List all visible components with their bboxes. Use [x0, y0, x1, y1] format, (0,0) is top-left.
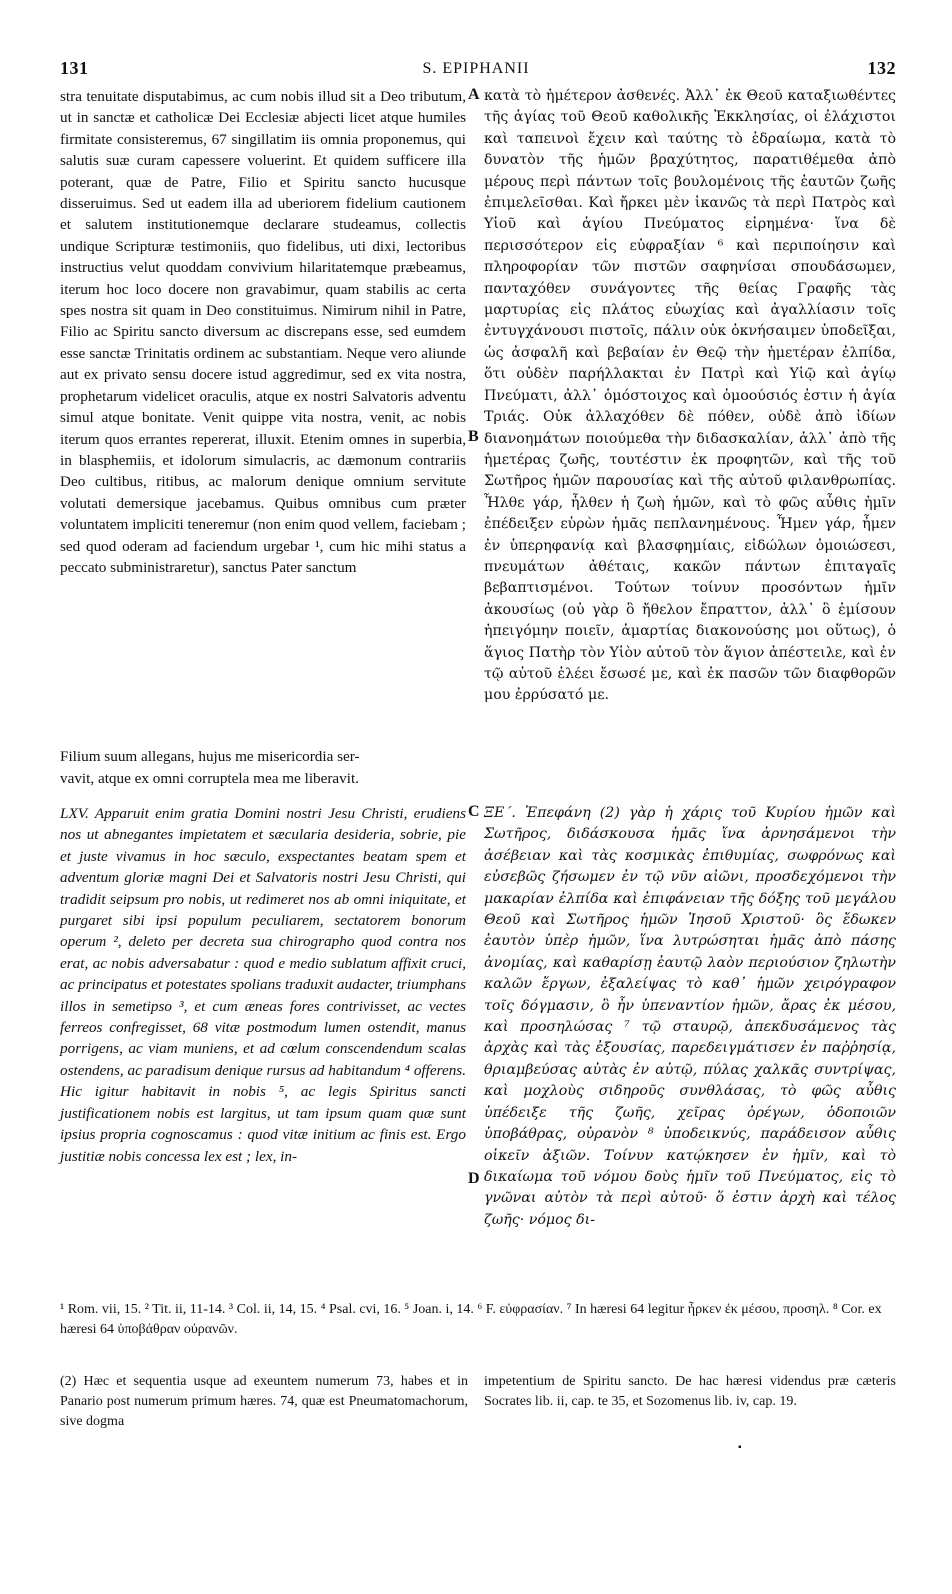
- stray-mark: ▪: [738, 1442, 742, 1453]
- editor-note-right: impetentium de Spiritu sancto. De hac hæresi videndus præ cæteris Socrates lib. ii, cap. te 35, et Sozomenus lib. iv, cap. 19.: [484, 1374, 896, 1409]
- page-number-left: 131: [60, 58, 89, 78]
- greek-paragraph-xe: ΞΕ΄. Ἐπεφάνη (2) γὰρ ἡ χάρις τοῦ Κυρίου ἡμῶν καὶ Σωτῆρος, διδάσκουσα ἡμᾶς ἵνα ἀρνησάμενοι τὴν ἀσέβειαν καὶ τὰς κοσμικὰς ἐπιθυμίας, σωφρόνως καὶ εὐσεβῶς ζήσωμεν ἐν τῷ νῦν αἰῶνι, προσδεχόμενοι τὴν μακαρίαν ἐλπίδα καὶ ἐπιφάνειαν τῆς δόξης τοῦ μεγάλου Θεοῦ καὶ Σωτῆρος ἡμῶν Ἰησοῦ Χριστοῦ· ὃς ἔδωκεν ἑαυτὸν ὑπὲρ ἡμῶν, ἵνα λυτρώσηται ἡμᾶς ἀπὸ πάσης ἀνομίας, καὶ καθαρίσῃ ἑαυτῷ λαὸν περιούσιον ζηλωτὴν καλῶν ἔργων, ἐξαλείψας τὸ καθ᾽ ἡμῶν χειρόγραφον τοῖς δόγμασιν, ὃ ἦν ὑπεναντίον ἡμῶν, ἄρας ἐκ μέσου, καὶ προσηλώσας ⁷ τῷ σταυρῷ, ἀπεκδυσάμενος τὰς ἀρχὰς καὶ τὰς ἐξουσίας, παρεδειγμάτισεν ἐν παῤῥησίᾳ, θριαμβεύσας αὐτὰς ἐν αὐτῷ, πύλας χαλκᾶς συντρίψας, καὶ μοχλοὺς σιδηροῦς συνθλάσας, τὸ φῶς αὖθις ὑπέδειξε τῆς ζωῆς, χεῖρας ὀρέγων, ὁδοποιῶν ὑποβάθρας, οὐρανὸν ⁸ ὑποδεικνύς, παράδεισον αὖθις οἰκεῖν ἀξιῶν. Τοίνυν κατῴκησεν ἐν ἡμῖν, καὶ τὸ δικαίωμα τοῦ νόμου δοὺς ἡμῖν τοῦ Πνεύματος, εἰς τὸ γνῶναι αὐτὸν τὰ περὶ αὐτοῦ· ὅ ἐστιν ἀρχὴ καὶ τέλος ζωῆς· νόμος δι-: [484, 805, 896, 1228]
- page-number-right: 132: [867, 58, 896, 78]
- margin-marker-d: D: [468, 1170, 480, 1187]
- greek-column-top: [484, 86, 896, 707]
- latin-column-bottom: [60, 803, 466, 1167]
- latin-paragraph-lxv: LXV. Apparuit enim gratia Domini nostri Jesu Christi, erudiens nos ut abnegantes impietatem et sæcularia desideria, sobrie, pie et juste vivamus in hoc sæculo, exspectantes beatam spem et adventum gloriæ magni Dei et Salvatoris nostri Jesu Christi, qui tradidit seipsum pro nobis, ut redimeret nos ab omni iniquitate, et purgaret sibi ipsi populum peculiarem, sectatorem bonorum operum ², deleto per decreta sua chirographo quod contra nos erat, ac nobis adversabatur : quod e medio sublatum affixit cruci, ac principatus et potestates spolians traduxit audacter, triumphans illos in semetipso ³, et cum æneas fores contrivisset, ac vectes ferreos confregisset, 68 vitæ postmodum lumen ostendit, manus porrigens, ac viam muniens, et ad cœlum conscendendum scalas ostendens, ac paradisum denique rursus ad habitandum ⁴ offerens. Hic igitur habitavit in nobis ⁵, ac legis Spiritus sancti justificationem nobis est largitus, ut tam ipsum quam quæ sunt ipsius propria cognoscamus : quod vitæ initium ac finis est. Ergo justitiæ nobis concessa lex est ; lex, in-: [60, 805, 466, 1165]
- margin-marker-a: A: [468, 86, 480, 103]
- greek-column-bottom: [484, 803, 896, 1231]
- running-title: S. EPIPHANII: [422, 60, 530, 77]
- editor-note-left: (2) Hæc et sequentia usque ad exeuntem numerum 73, habes et in Panario post numerum primum hæres. 74, quæ est Pneumatomachorum, sive dogma: [60, 1374, 468, 1429]
- latin-continuation-line-2: vavit, atque ex omni corruptela mea me liberavit.: [60, 770, 359, 787]
- latin-paragraph-top: stra tenuitate disputabimus, ac cum nobis illud sit a Deo tributum, ut in sanctæ et catholicæ Dei Ecclesiæ abjecti licet atque humiles firmitate consisteremus, 67 singillatim iis omnia proponemus, qui salutis suæ curam capessere voluerint. Et quidem sufficere illa poterant, quæ de Patre, Filio et Spiritu sancto hucusque disseruimus. Sed ut eadem illa ad uberiorem fidelium cautionem et salutem institutionemque declarare studeamus, collectis undique Scripturæ testimoniis, quo fidelibus, uti dixi, lectoribus instructius velut quoddam convivium hilaritatemque præbeamus, iterum hoc loco docere non gravabimur, quam stabilis ac certa spes nostra sit quam in Deo constituimus. Nimirum nihil in Patre, Filio ac Spiritu sancto diversum ac discrepans esse, sed eumdem esse sanctæ Trinitatis ordinem ac substantiam. Neque vero aliunde aut ex privato sensu docere istud aggredimur, sed ex vita nostra, prophetarum videlicet oraculis, atque ex nostri Salvatoris adventu simul atque bonitate. Venit quippe vita nostra, venit, ac nobis iterum quos errantes repererat, illuxit. Etenim omnes in superbia, in blasphemiis, et idolorum simulacris, ac dæmonum contrariis Deo cultibus, ritibus, ac malorum denique omnium servitute volutati demersique jacebamus. Quibus omnibus cum præter voluntatem impliciti teneremur (non enim quod vellem, faciebam ; sed quod oderam ad faciendum urgebar ¹, cum hic mihi status a peccato subministraretur), sanctus Pater sanctum: [60, 88, 466, 576]
- latin-column-top: [60, 86, 466, 578]
- margin-marker-c: C: [468, 803, 480, 820]
- margin-marker-b: B: [468, 428, 479, 445]
- greek-paragraph-top: κατὰ τὸ ἡμέτερον ἀσθενές. Ἀλλ᾽ ἐκ Θεοῦ καταξιωθέντες τῆς ἁγίας τοῦ Θεοῦ καθολικῆς Ἐκκλησίας, οἱ ἐλάχιστοι καὶ ταπεινοὶ ἔχειν καὶ ταύτης τὸ ἑδραίωμα, κατὰ τὸ δυνατὸν τῆς ἡμῶν βραχύτητος, παρατιθέμεθα ἀπὸ μέρους περὶ πάντων τοῖς βουλομένοις τῆς ἑαυτῶν ζωῆς ἐπιμελεῖσθαι. Καὶ ἤρκει μὲν ἱκανῶς τὰ περὶ Πατρὸς καὶ Υἱοῦ καὶ ἁγίου Πνεύματος εἰρημένα· ἵνα δὲ περισσότερον εἰς εὐφραξίαν ⁶ καὶ περιποίησιν καὶ πληροφορίαν τῶν πιστῶν σαφηνίσαι σπουδάσωμεν, πανταχόθεν συνάγοντες τῆς θείας Γραφῆς τὰς μαρτυρίας εἰς πλάτος εὐωχίας καὶ ἀγαλλίασιν τοῖς ἐντυγχάνουσι πιστοῖς, πάλιν οὐκ ὀκνήσαιμεν ὑποδεῖξαι, ὡς ἀσφαλῆ καὶ βεβαίαν ἐν Θεῷ τὴν ἡμετέραν ἐλπίδα, ὅτι οὐδὲν παρήλλακται ἐν Πατρὶ καὶ Υἱῷ καὶ ἁγίῳ Πνεύματι, ἀλλ᾽ ὁμόστοιχος καὶ ὁμοούσιός ἐστιν ἡ ἁγία Τριάς. Οὐκ ἀλλαχόθεν δὲ πόθεν, οὐδὲ ἀπὸ ἰδίων διανοημάτων ποιούμεθα τὴν διδασκαλίαν, ἀλλ᾽ ἀπὸ τῆς ἡμετέρας ζωῆς, τουτέστιν ἐκ προφητῶν, καὶ τῆς τοῦ Σωτῆρος ἡμῶν παρουσίας καὶ τῆς αὐτοῦ φιλανθρωπίας. Ἦλθε γάρ, ἦλθεν ἡ ζωὴ ἡμῶν, καὶ τὸ φῶς αὖθις ἡμῖν ἐπέδειξεν εὑρὼν ἡμᾶς πεπλανημένους. Ἦμεν γάρ, ἦμεν ἐν ὑπερηφανίᾳ καὶ βλασφημίαις, εἰδώλων ὁμοιώσεσι, πνευμάτων ἀθέταις, κακῶν πάντων ἐπιταγαῖς βεβαπτισμένοι. Τούτων τοίνυν προσόντων ἡμῖν ἀκουσίως (οὐ γὰρ ὃ ἤθελον ἔπραττον, ἀλλ᾽ ὃ ἐμίσουν ἠπειγόμην ποιεῖν, ἁμαρτίας διακονούσης μοι οὕτως), ὁ ἅγιος Πατὴρ τὸν Υἱὸν αὐτοῦ τὸν ἅγιον ἀπέστειλε, καὶ ἐν τῷ αὐτοῦ ἐλέει ἔσωσέ με, καὶ ἐκ πασῶν τῶν διαφθορῶν μου ἐρρύσατό με.: [484, 88, 896, 704]
- footnotes: ¹ Rom. vii, 15. ² Tit. ii, 11-14. ³ Col. ii, 14, 15. ⁴ Psal. cvi, 16. ⁵ Joan. i, 14. ⁶ F. εὐφρασίαν. ⁷ In hæresi 64 legitur ἦρκεν ἐκ μέσου, προσηλ. ⁸ Cor. ex hæresi 64 ὑποβάθραν οὐρανῶν.: [60, 1302, 882, 1337]
- latin-continuation-line-1: Filium suum allegans, hujus me misericordia ser-: [60, 748, 360, 765]
